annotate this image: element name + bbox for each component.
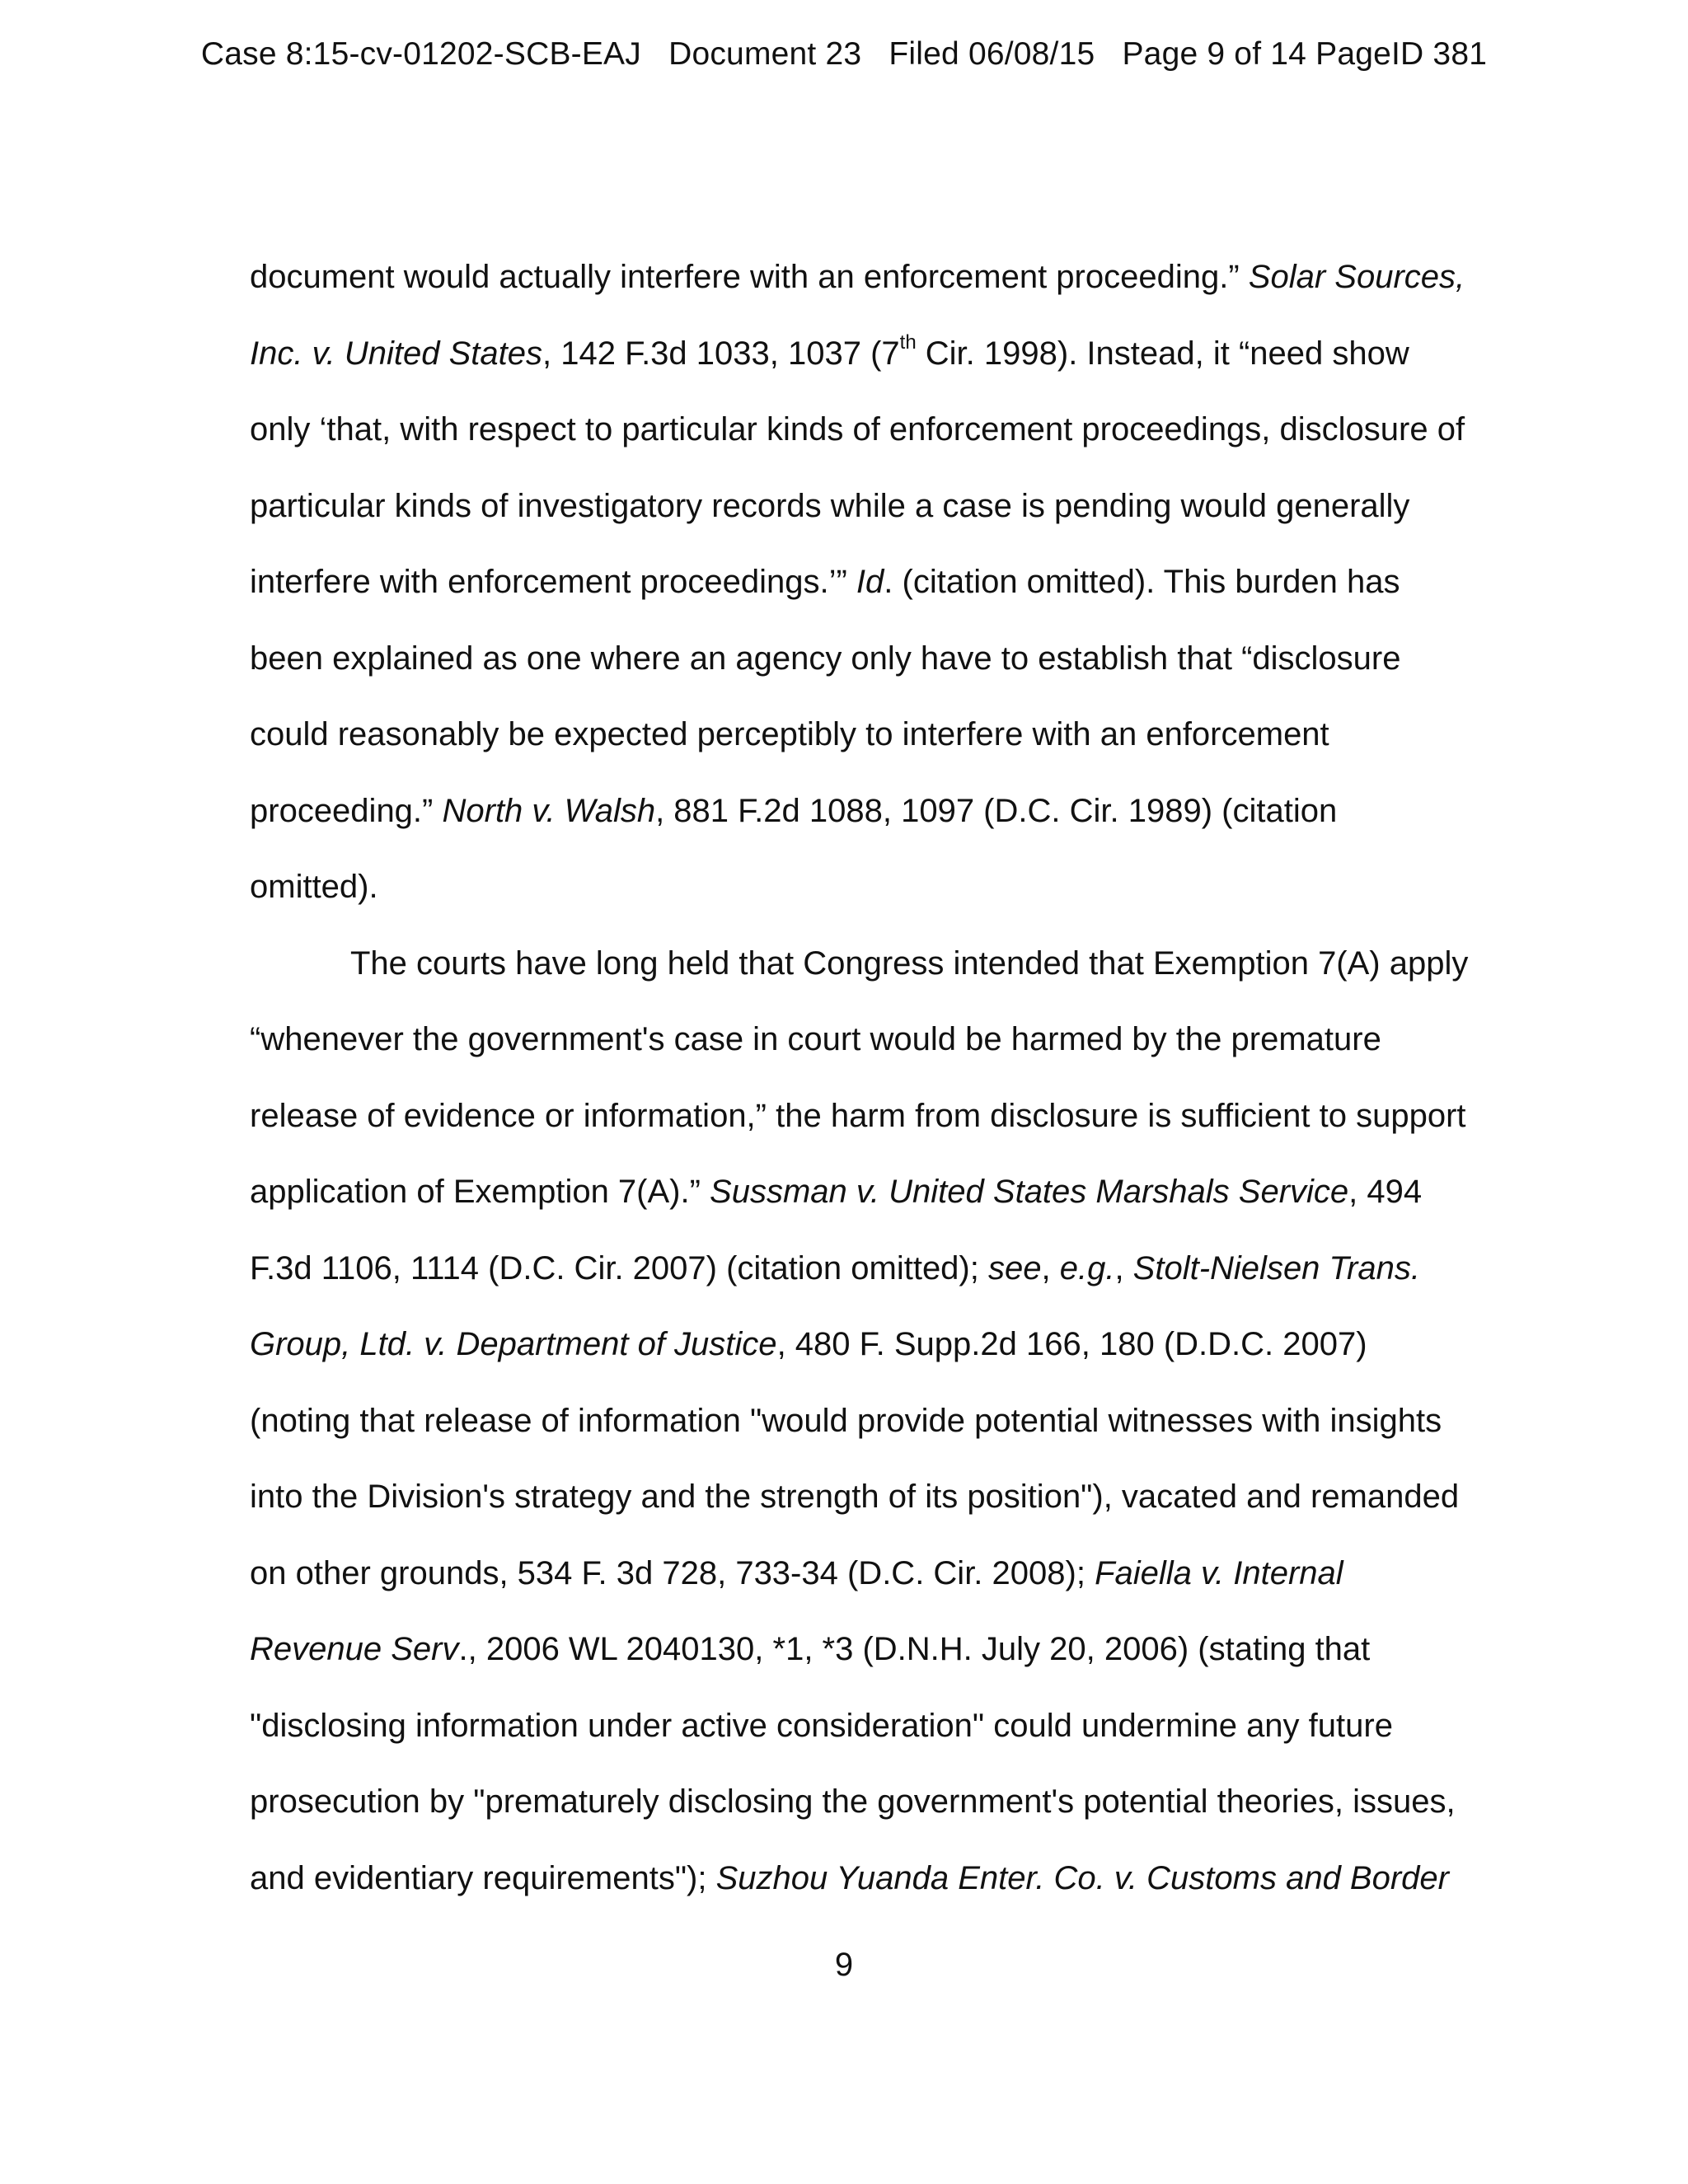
text-segment: and evidentiary requirements"); <box>250 1859 716 1896</box>
text-segment: on other grounds, 534 F. 3d 728, 733-34 (D.C. Cir. 2008); <box>250 1554 1095 1591</box>
text-line <box>250 316 1486 392</box>
text-line <box>250 849 1486 926</box>
text-segment: release of evidence or information,” the harm from disclosure is sufficient to support <box>250 1097 1466 1134</box>
text-segment: particular kinds of investigatory records while a case is pending would generally <box>250 487 1410 524</box>
text-segment: The courts have long held that Congress intended that Exemption 7(A) apply <box>350 944 1469 982</box>
page-number: 9 <box>834 1947 854 1983</box>
text-line <box>250 926 1486 1002</box>
text-line <box>250 1306 1486 1383</box>
text-segment: , 881 F.2d 1088, 1097 (D.C. Cir. 1989) (citation <box>655 792 1338 829</box>
case-citation: Solar Sources, <box>1248 259 1465 295</box>
text-segment: “whenever the government's case in court would be harmed by the premature <box>250 1021 1381 1057</box>
case-citation: see <box>987 1249 1042 1286</box>
text-segment: "disclosing information under active consideration" could undermine any future <box>250 1707 1393 1744</box>
text-line <box>250 239 1486 316</box>
text-segment: (noting that release of information "would provide potential witnesses with insights <box>250 1402 1442 1439</box>
text-line <box>250 621 1486 697</box>
case-header <box>0 36 1688 73</box>
text-line <box>250 1154 1486 1230</box>
case-citation: Group, Ltd. v. Department of Justice <box>250 1326 777 1362</box>
text-line <box>250 468 1486 545</box>
page-count: Page 9 of 14 <box>1122 36 1307 72</box>
text-segment: application of Exemption 7(A).” <box>250 1174 710 1210</box>
text-line <box>250 1230 1486 1307</box>
case-citation: North v. Walsh <box>442 792 656 829</box>
text-line <box>250 391 1486 468</box>
text-segment: proceeding.” <box>250 792 443 829</box>
text-segment: F.3d 1106, 1114 (D.C. Cir. 2007) (citation omitted); <box>250 1249 988 1286</box>
text-line <box>250 696 1486 773</box>
text-segment: could reasonably be expected perceptibly to interfere with an enforcement <box>250 716 1329 752</box>
superscript: th <box>899 331 917 354</box>
case-citation: Sussman v. United States Marshals Service <box>710 1174 1349 1210</box>
document-body <box>250 239 1486 1916</box>
text-segment: interfere with enforcement proceedings.’” <box>250 564 856 600</box>
case-citation: Faiella v. Internal <box>1095 1554 1343 1591</box>
text-line <box>250 1535 1486 1612</box>
text-line <box>250 1383 1486 1460</box>
text-segment: . (citation omitted). This burden has <box>884 564 1400 600</box>
page-id: PageID 381 <box>1315 36 1488 72</box>
case-citation: Id <box>856 564 884 600</box>
case-citation: Revenue Serv <box>250 1631 459 1667</box>
text-segment: only ‘that, with respect to particular kinds of enforcement proceedings, disclosure of <box>250 411 1465 448</box>
text-line <box>250 1840 1486 1917</box>
text-segment: document would actually interfere with an enforcement proceeding.” <box>250 259 1249 295</box>
text-line <box>250 1001 1486 1078</box>
document-number: Document 23 <box>668 36 862 72</box>
text-segment: prosecution by "prematurely disclosing the government's potential theories, issues, <box>250 1783 1456 1820</box>
text-line <box>250 1611 1486 1688</box>
text-segment: Cir. 1998). Instead, it “need show <box>916 335 1409 372</box>
text-line <box>250 1459 1486 1535</box>
text-line <box>250 773 1486 850</box>
text-segment: , <box>1114 1249 1133 1286</box>
text-segment: omitted). <box>250 869 378 905</box>
text-segment: , 480 F. Supp.2d 166, 180 (D.D.C. 2007) <box>776 1326 1367 1362</box>
text-segment: , 494 <box>1348 1174 1423 1210</box>
filed-date: Filed 06/08/15 <box>889 36 1095 72</box>
text-segment: , 142 F.3d 1033, 1037 (7 <box>542 335 900 372</box>
text-segment: , <box>1041 1249 1060 1286</box>
text-segment: ., 2006 WL 2040130, *1, *3 (D.N.H. July 20, 2006) (stating that <box>458 1631 1371 1667</box>
text-line <box>250 1764 1486 1840</box>
text-line <box>250 1078 1486 1155</box>
text-line <box>250 544 1486 621</box>
case-number: Case 8:15-cv-01202-SCB-EAJ <box>200 36 641 72</box>
case-citation: e.g. <box>1059 1249 1115 1286</box>
text-segment: into the Division's strategy and the strength of its position"), vacated and remanded <box>250 1479 1460 1515</box>
case-citation: Stolt-Nielsen Trans. <box>1132 1249 1420 1286</box>
case-citation: Suzhou Yuanda Enter. Co. v. Customs and Border <box>715 1859 1449 1896</box>
text-line <box>250 1688 1486 1765</box>
text-segment: been explained as one where an agency only have to establish that “disclosure <box>250 640 1401 677</box>
case-citation: Inc. v. United States <box>250 335 542 372</box>
